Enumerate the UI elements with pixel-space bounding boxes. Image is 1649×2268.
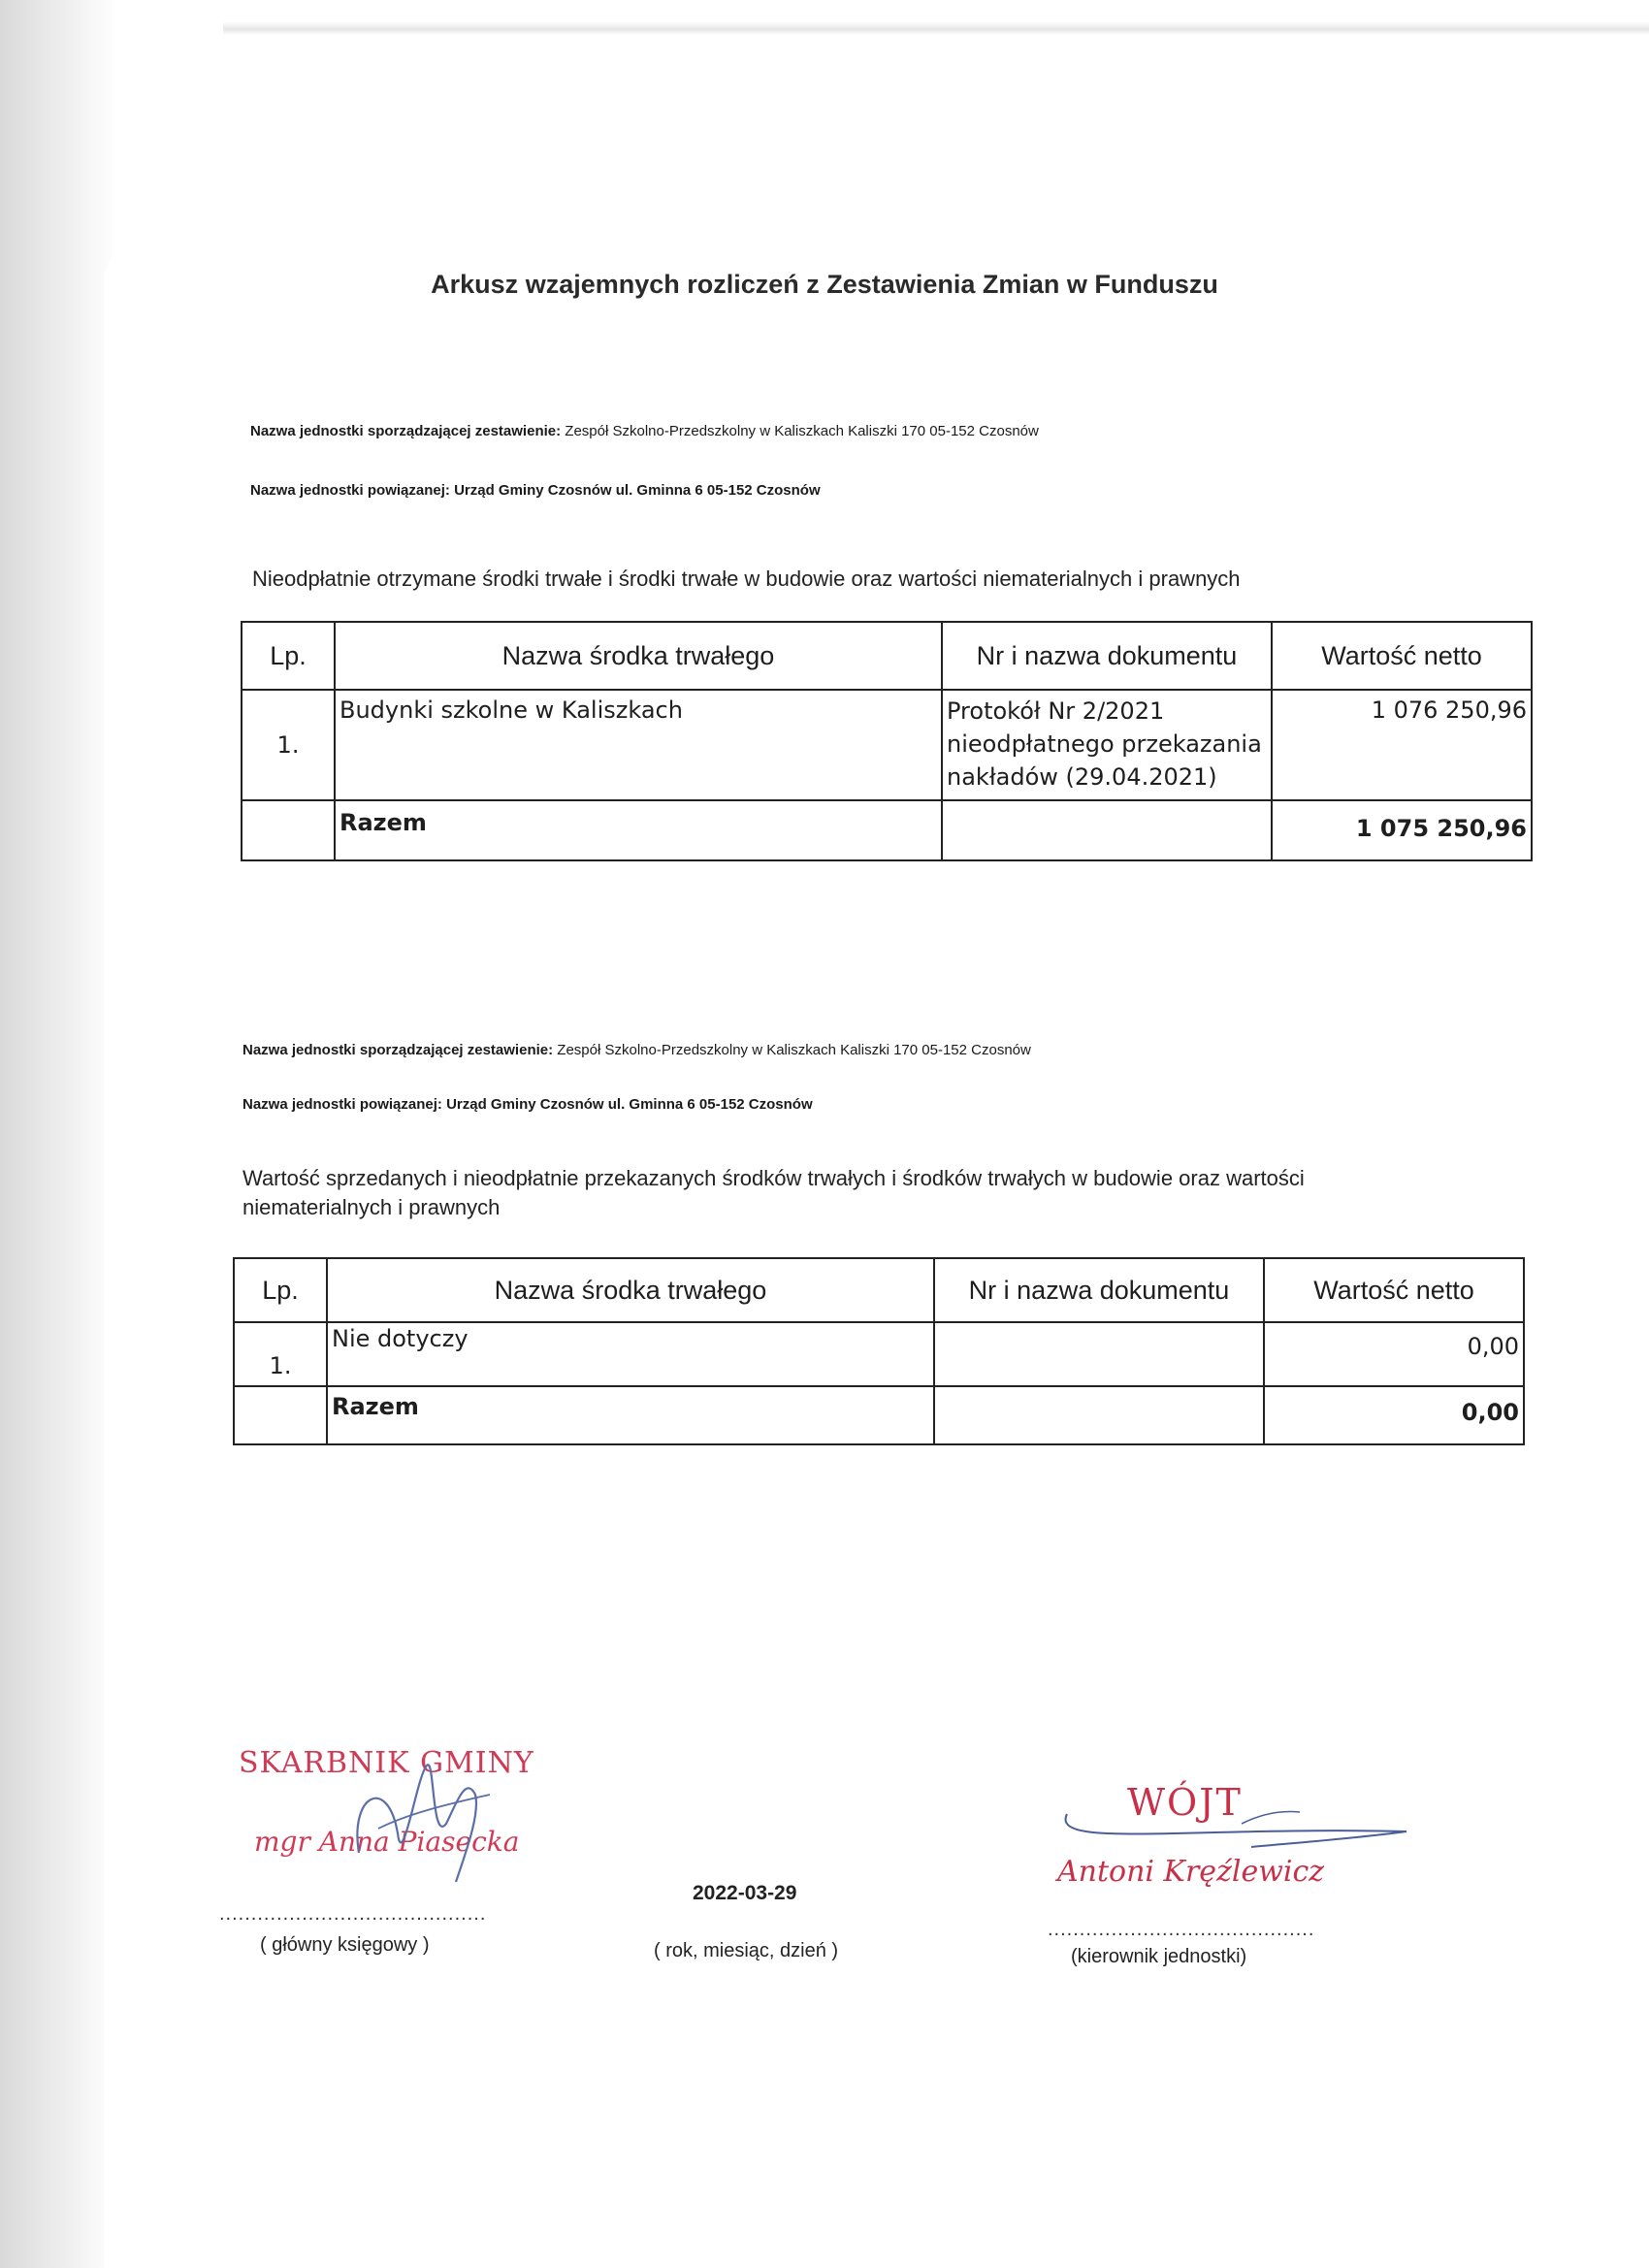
document-line: Protokół Nr 2/2021 <box>947 697 1165 725</box>
row-net-value: 0,00 <box>1264 1322 1524 1386</box>
row-net-value: 1 076 250,96 <box>1272 690 1532 800</box>
unit-related-value: Urząd Gminy Czosnów ul. Gminna 6 05-152 Czosnów <box>454 482 821 499</box>
caption-unit-head: (kierownik jednostki) <box>1071 1946 1247 1967</box>
header-net-value: Wartość netto <box>1272 622 1532 690</box>
signature-mayor <box>1057 1804 1426 1863</box>
table-row <box>234 1322 1524 1386</box>
scan-edge-top <box>223 21 1649 35</box>
total-label: Razem <box>327 1386 934 1444</box>
table-row <box>242 690 1532 800</box>
table-disposed-assets <box>233 1257 1525 1445</box>
header-document: Nr i nazwa dokumentu <box>942 622 1272 690</box>
scan-edge-left <box>0 0 233 2268</box>
section-2-heading-line: niematerialnych i prawnych <box>242 1195 501 1219</box>
signature-line-right: .......................................... <box>1048 1919 1315 1940</box>
stamp-mayor-name: Antoni Kręźlewicz <box>1057 1855 1325 1889</box>
document-date: 2022-03-29 <box>693 1882 797 1904</box>
total-lp-empty <box>234 1386 327 1444</box>
header-document: Nr i nazwa dokumentu <box>934 1258 1264 1322</box>
header-asset-name: Nazwa środka trwałego <box>327 1258 934 1322</box>
table-received-assets <box>241 621 1533 861</box>
row-document <box>942 690 1272 800</box>
signature-line-left: .......................................... <box>219 1903 487 1925</box>
total-value: 1 075 250,96 <box>1272 800 1532 860</box>
unit-preparing-line-1 <box>250 423 1039 439</box>
total-document-empty <box>942 800 1272 860</box>
section-2-heading-line: Wartość sprzedanych i nieodpłatnie przekazanych środków trwałych i środków trwałych w budowie oraz wartości <box>242 1166 1305 1190</box>
unit-related-value: Urząd Gminy Czosnów ul. Gminna 6 05-152 Czosnów <box>446 1096 813 1113</box>
table-header-row <box>242 622 1532 690</box>
table-header-row <box>234 1258 1524 1322</box>
header-net-value: Wartość netto <box>1264 1258 1524 1322</box>
table-total-row <box>234 1386 1524 1444</box>
unit-preparing-label: Nazwa jednostki sporządzającej zestawienie: <box>250 423 562 439</box>
header-lp: Lp. <box>242 622 335 690</box>
row-asset-name: Budynki szkolne w Kaliszkach <box>335 690 942 800</box>
caption-date-format: ( rok, miesiąc, dzień ) <box>654 1940 839 1961</box>
signature-treasurer <box>320 1736 514 1892</box>
stamp-treasurer-title: SKARBNIK GMINY <box>239 1746 534 1780</box>
unit-related-label: Nazwa jednostki powiązanej: <box>242 1096 442 1113</box>
unit-related-label: Nazwa jednostki powiązanej: <box>250 482 450 499</box>
row-asset-name: Nie dotyczy <box>327 1322 934 1386</box>
section-2-heading <box>242 1164 1305 1222</box>
row-document <box>934 1322 1264 1386</box>
document-line: nieodpłatnego przekazania <box>947 730 1262 758</box>
total-lp-empty <box>242 800 335 860</box>
unit-preparing-value: Zespół Szkolno-Przedszkolny w Kaliszkach Kaliszki 170 05-152 Czosnów <box>565 423 1039 439</box>
row-lp: 1. <box>234 1322 327 1386</box>
unit-related-line-2 <box>242 1096 813 1113</box>
unit-preparing-line-2 <box>242 1042 1031 1058</box>
caption-chief-accountant: ( główny księgowy ) <box>260 1934 430 1956</box>
unit-preparing-label: Nazwa jednostki sporządzającej zestawienie: <box>242 1042 554 1058</box>
total-label: Razem <box>335 800 942 860</box>
unit-related-line-1 <box>250 482 821 499</box>
total-value: 0,00 <box>1264 1386 1524 1444</box>
document-line: nakładów (29.04.2021) <box>947 763 1217 791</box>
unit-preparing-value: Zespół Szkolno-Przedszkolny w Kaliszkach Kaliszki 170 05-152 Czosnów <box>557 1042 1031 1058</box>
stamp-mayor-title: WÓJT <box>1127 1781 1243 1824</box>
total-document-empty <box>934 1386 1264 1444</box>
row-lp: 1. <box>242 690 335 800</box>
table-total-row <box>242 800 1532 860</box>
stamp-treasurer-name: mgr Anna Piasecka <box>254 1826 520 1858</box>
header-asset-name: Nazwa środka trwałego <box>335 622 942 690</box>
header-lp: Lp. <box>234 1258 327 1322</box>
section-1-heading: Nieodpłatnie otrzymane środki trwałe i środki trwałe w budowie oraz wartości niematerialnych i prawnych <box>252 567 1241 591</box>
document-title: Arkusz wzajemnych rozliczeń z Zestawienia Zmian w Funduszu <box>431 270 1218 299</box>
